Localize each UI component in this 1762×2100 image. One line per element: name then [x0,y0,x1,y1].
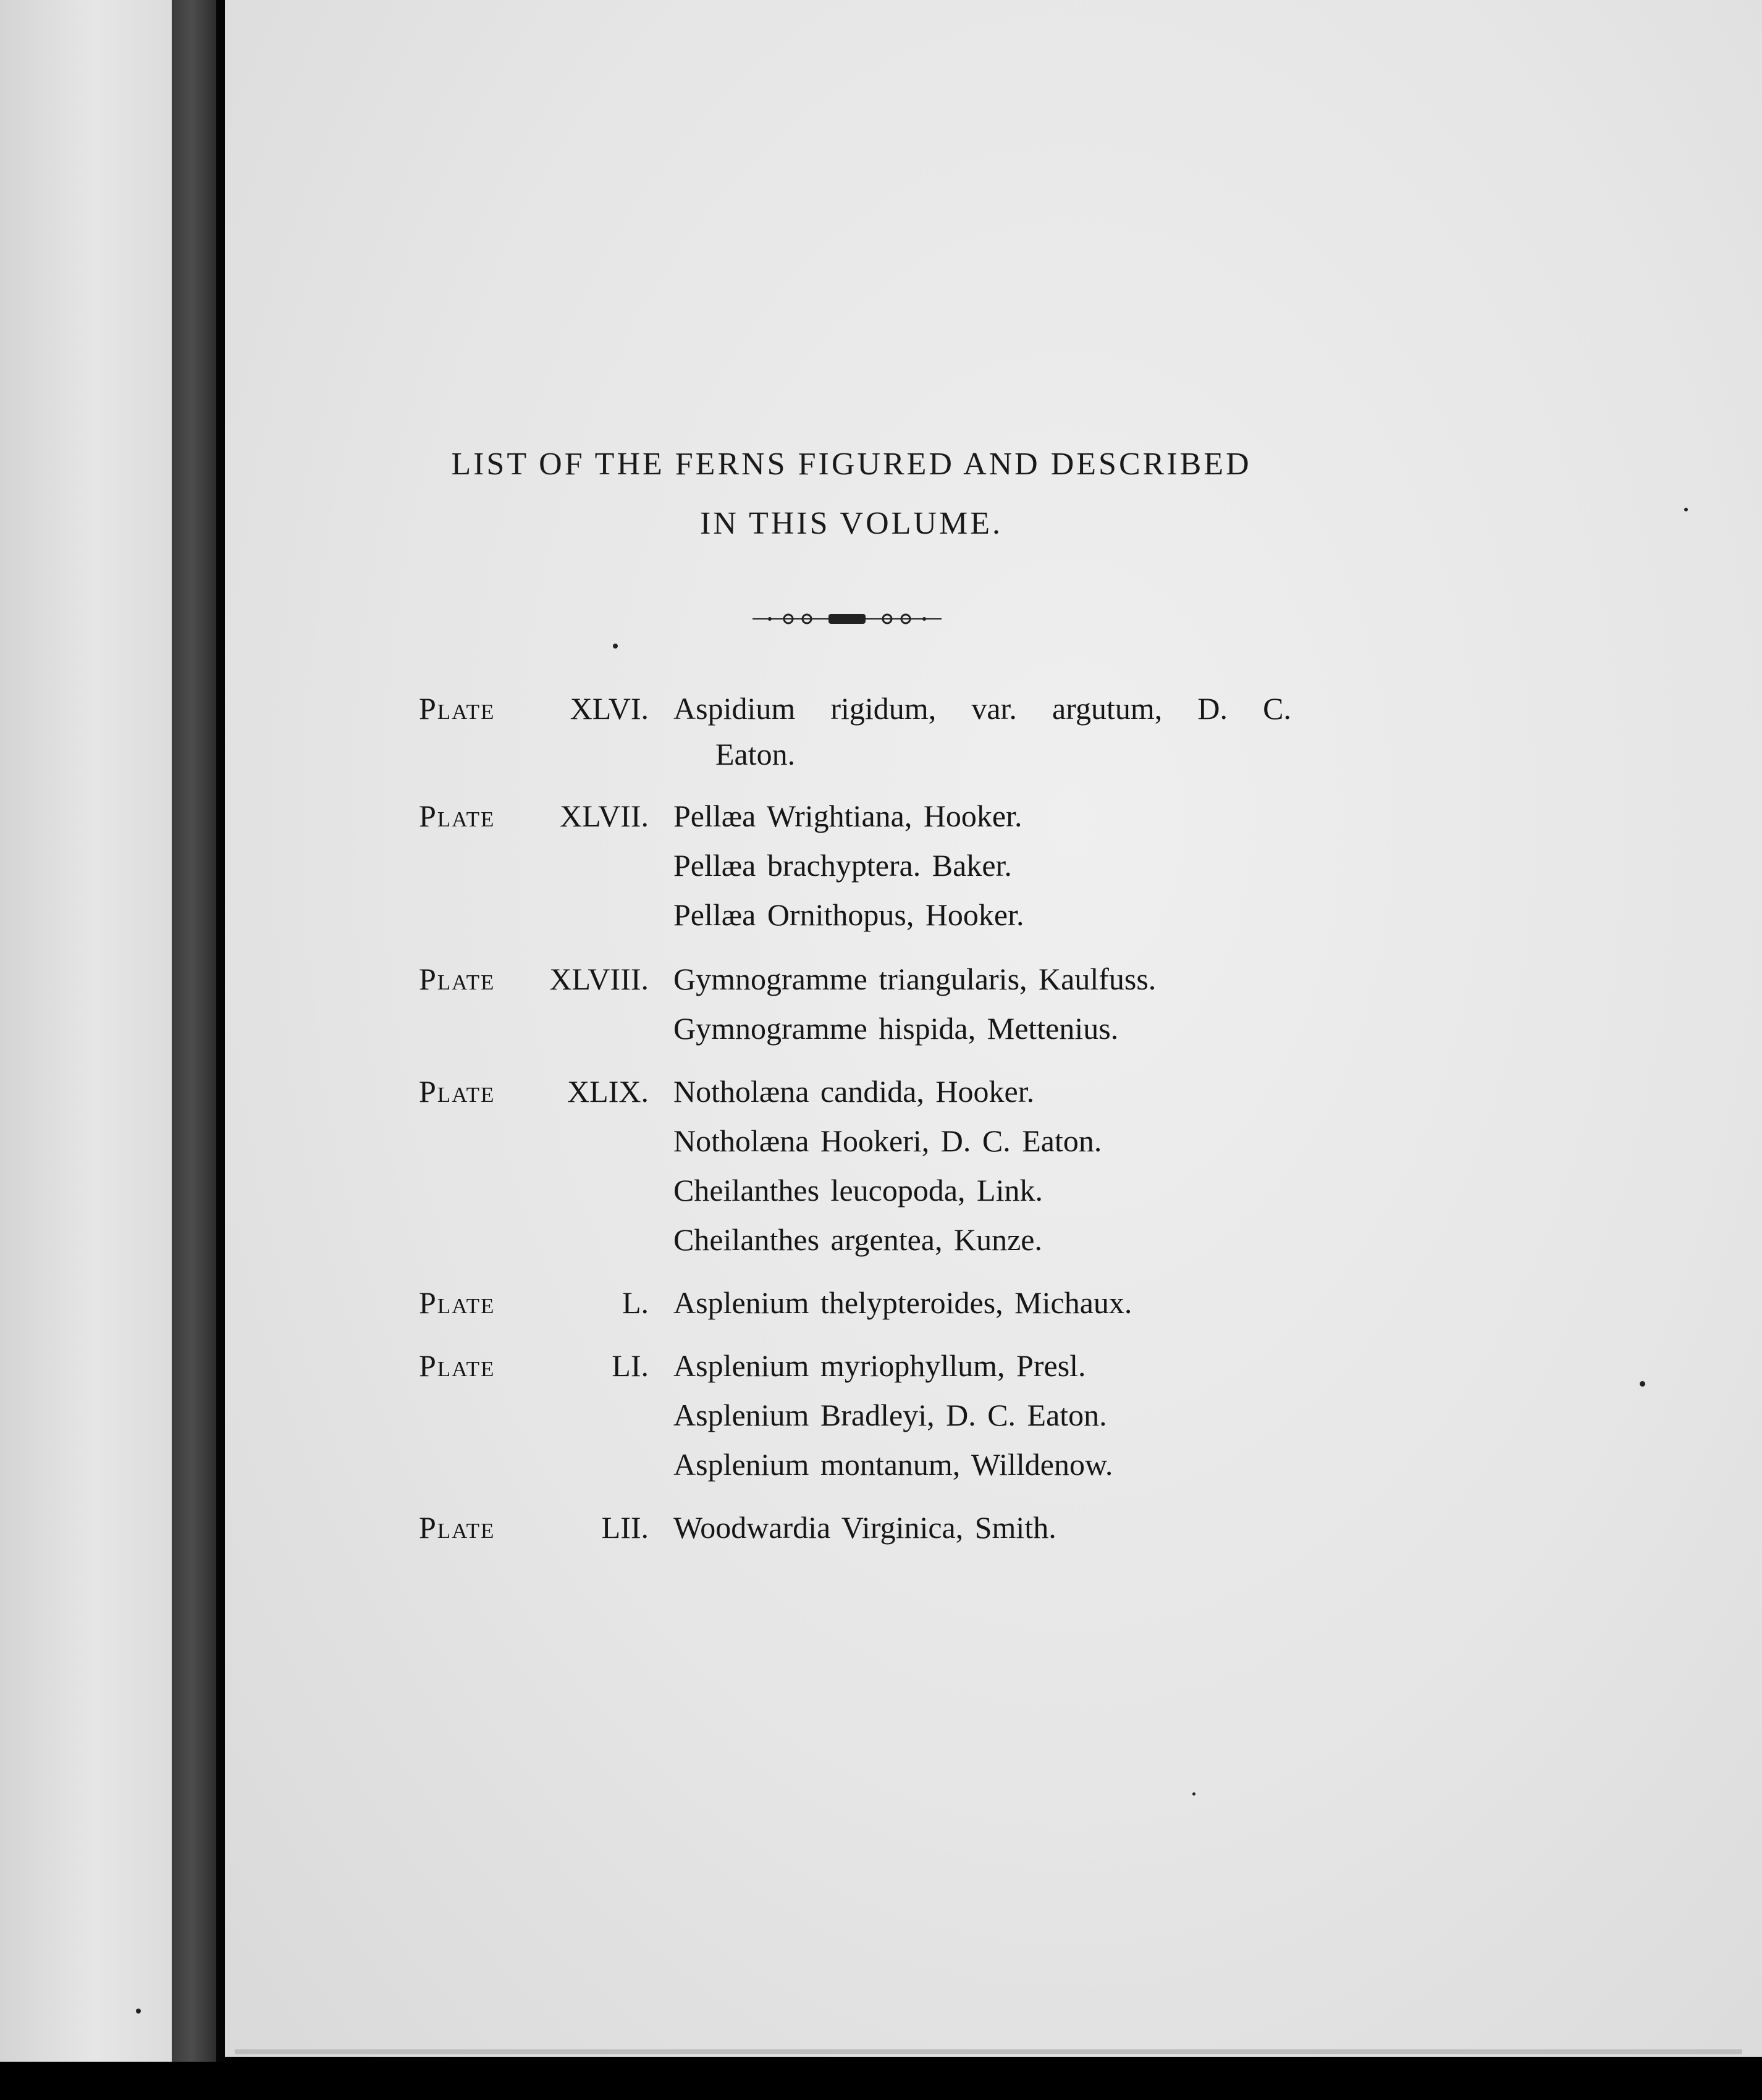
fern-name: Cheilanthes argentea, Kunze. [673,1222,1042,1257]
fern-name: Aspidium rigidum, var. argutum, D. C. [673,691,1291,726]
page-title-line-1: LIST OF THE FERNS FIGURED AND DESCRIBED [451,447,1252,482]
ornament-divider [751,607,943,631]
plate-number: XLVIII. [549,962,649,996]
plate-number: L. [622,1285,649,1320]
fern-name: Asplenium myriophyllum, Presl. [673,1348,1086,1383]
plate-label: Plate [419,799,495,833]
book-gutter [172,0,216,2100]
fern-name: Gymnogramme hispida, Mettenius. [673,1011,1119,1046]
fern-name: Asplenium thelypteroides, Michaux. [673,1285,1132,1320]
plate-label: Plate [419,1348,495,1383]
page-bottom-edge [235,2049,1742,2054]
plate-number: XLIX. [567,1074,649,1109]
scan-border [0,2062,1762,2100]
fern-name: Cheilanthes leucopoda, Link. [673,1173,1043,1208]
fern-name: Pellæa brachyptera. Baker. [673,848,1012,883]
left-page-edge [0,0,172,2062]
fern-name: Notholæna Hookeri, D. C. Eaton. [673,1124,1102,1158]
plate-label: Plate [419,691,495,726]
plate-number: XLVII. [560,799,649,833]
scan-speck [613,644,618,649]
fern-name: Pellæa Ornithopus, Hooker. [673,897,1024,932]
scan-speck [1192,1792,1195,1796]
plate-number: XLVI. [570,691,649,726]
plate-label: Plate [419,1510,495,1545]
fern-name: Asplenium Bradleyi, D. C. Eaton. [673,1398,1107,1432]
gutter-shadow [216,0,225,2100]
plate-number: LII. [601,1510,649,1545]
plate-label: Plate [419,1074,495,1109]
fern-name: Woodwardia Virginica, Smith. [673,1510,1056,1545]
plate-number: LI. [612,1348,649,1383]
fern-name-continuation: Eaton. [715,737,796,771]
page-title-line-2: IN THIS VOLUME. [700,506,1003,541]
scan-speck [1684,508,1688,511]
scan-speck [1640,1381,1645,1387]
scan-speck [136,2009,141,2014]
fern-name: Pellæa Wrightiana, Hooker. [673,799,1022,833]
fern-name: Asplenium montanum, Willdenow. [673,1447,1113,1482]
plate-label: Plate [419,1285,495,1320]
fern-name: Notholæna candida, Hooker. [673,1074,1035,1109]
plate-label: Plate [419,962,495,996]
fern-name: Gymnogramme triangularis, Kaulfuss. [673,962,1157,996]
